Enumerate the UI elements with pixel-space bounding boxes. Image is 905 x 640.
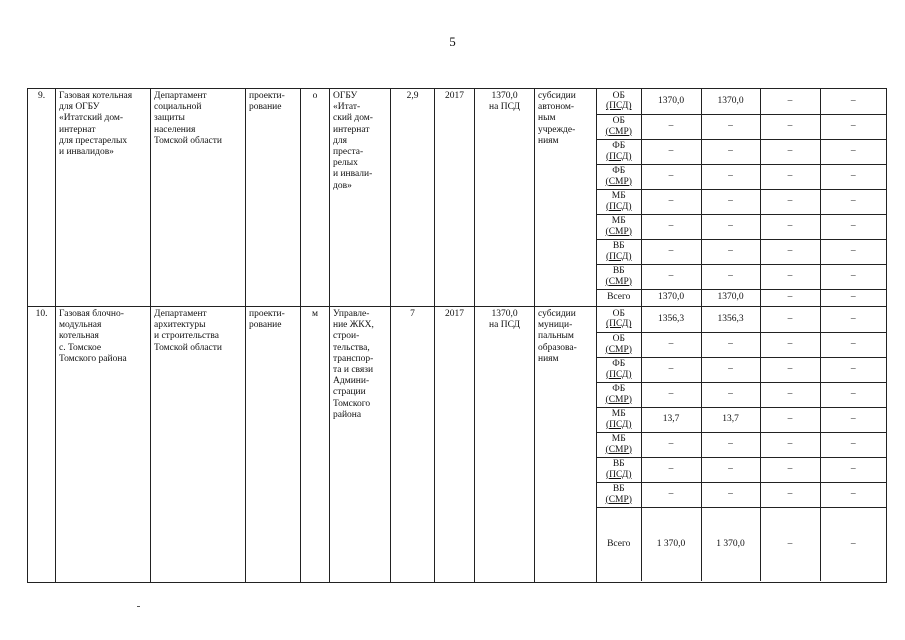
funding-value: –: [820, 457, 886, 482]
funding-value: 1356,3: [701, 307, 760, 332]
funding-value: –: [641, 189, 701, 214]
funding-row: [597, 89, 886, 114]
capacity: 2,9: [391, 89, 435, 307]
funding-table: [597, 89, 886, 306]
funding-value: –: [641, 264, 701, 289]
funding-source: ВБ (ПСД): [597, 239, 641, 264]
funding-value: –: [641, 164, 701, 189]
funding-source: ФБ (СМР): [597, 164, 641, 189]
capacity: 7: [391, 307, 435, 583]
funding-row: [597, 382, 886, 407]
funding-value: –: [701, 114, 760, 139]
funding-value: –: [820, 289, 886, 306]
funding-source: ОБ (ПСД): [597, 89, 641, 114]
funding-value: –: [820, 214, 886, 239]
funding-source: ОБ (ПСД): [597, 307, 641, 332]
funding-value: 1 370,0: [641, 507, 701, 581]
work-stage: проекти- рование: [246, 307, 301, 583]
funding-value: –: [641, 457, 701, 482]
department: Департамент социальной защиты населения Томской области: [151, 89, 246, 307]
customer: ОГБУ «Итат- ский дом- интернат для преста- релых и инвали- дов»: [330, 89, 391, 307]
funding-total-row: [597, 289, 886, 306]
funding-value: 1356,3: [641, 307, 701, 332]
facility-name: Газовая котельная для ОГБУ «Итатский дом- интернат для престарелых и инвалидов»: [56, 89, 151, 307]
funding-value: –: [701, 382, 760, 407]
funding-table: [597, 307, 886, 581]
customer: Управле- ние ЖКХ, строи- тельства, транспор- та и связи Админи- страции Томского района: [330, 307, 391, 583]
funding-value: –: [820, 332, 886, 357]
funding-value: –: [760, 407, 820, 432]
funding-value: –: [641, 214, 701, 239]
year: 2017: [435, 89, 475, 307]
funding-row: [597, 139, 886, 164]
work-stage: проекти- рование: [246, 89, 301, 307]
funding-total-row: [597, 507, 886, 581]
funding-value: –: [760, 189, 820, 214]
funding-value: –: [701, 164, 760, 189]
funding-value: –: [701, 264, 760, 289]
funding-source: МБ (СМР): [597, 432, 641, 457]
funding-value: 1 370,0: [701, 507, 760, 581]
funding-source: МБ (ПСД): [597, 407, 641, 432]
funding-value: –: [820, 189, 886, 214]
funding-value: –: [820, 89, 886, 114]
funding-value: –: [820, 482, 886, 507]
funding-source: ВБ (ПСД): [597, 457, 641, 482]
funding-value: –: [760, 164, 820, 189]
funding-value: –: [820, 357, 886, 382]
funding-value: –: [820, 407, 886, 432]
funding-value: –: [701, 357, 760, 382]
funding-row: [597, 432, 886, 457]
funding-value: –: [701, 457, 760, 482]
funding-value: –: [760, 239, 820, 264]
funding-value: –: [641, 482, 701, 507]
funding-value: –: [760, 289, 820, 306]
funding-row: [597, 114, 886, 139]
funding-row: [597, 407, 886, 432]
funding-value: –: [701, 189, 760, 214]
funding-breakdown: [597, 307, 887, 583]
funding-value: –: [760, 507, 820, 581]
funding-row: [597, 214, 886, 239]
financing-form: субсидии автоном- ным учрежде- ниям: [535, 89, 597, 307]
facility-name: Газовая блочно- модульная котельная с. Томское Томского района: [56, 307, 151, 583]
funding-value: 13,7: [641, 407, 701, 432]
funding-value: –: [760, 482, 820, 507]
funding-row: [597, 457, 886, 482]
funding-value: –: [701, 214, 760, 239]
table-row: [28, 307, 887, 583]
estimated-cost: 1370,0 на ПСД: [475, 89, 535, 307]
table-row: [28, 89, 887, 307]
funding-value: –: [760, 264, 820, 289]
funding-value: –: [820, 139, 886, 164]
funding-row: [597, 307, 886, 332]
funding-value: –: [820, 432, 886, 457]
funding-value: –: [760, 114, 820, 139]
year: 2017: [435, 307, 475, 583]
funding-value: –: [641, 382, 701, 407]
scan-speck: [137, 606, 140, 607]
funding-source: МБ (СМР): [597, 214, 641, 239]
funding-value: –: [760, 89, 820, 114]
funding-source: ОБ (СМР): [597, 332, 641, 357]
row-number: 9.: [28, 89, 56, 307]
funding-value: –: [820, 114, 886, 139]
funding-value: –: [701, 139, 760, 164]
funding-source: ФБ (ПСД): [597, 357, 641, 382]
funding-value: –: [641, 432, 701, 457]
estimated-cost: 1370,0 на ПСД: [475, 307, 535, 583]
funding-value: –: [820, 264, 886, 289]
funding-source: ФБ (ПСД): [597, 139, 641, 164]
funding-value: –: [760, 457, 820, 482]
funding-value: 1370,0: [641, 289, 701, 306]
funding-row: [597, 332, 886, 357]
funding-source: Всего: [607, 538, 631, 549]
funding-value: –: [820, 307, 886, 332]
funding-row: [597, 164, 886, 189]
funding-value: 13,7: [701, 407, 760, 432]
funding-source: МБ (ПСД): [597, 189, 641, 214]
funding-value: –: [641, 239, 701, 264]
funding-value: –: [760, 139, 820, 164]
funding-source: ФБ (СМР): [597, 382, 641, 407]
funding-breakdown: [597, 89, 887, 307]
funding-source: ВБ (СМР): [597, 482, 641, 507]
funding-value: –: [760, 214, 820, 239]
funding-source: ОБ (СМР): [597, 114, 641, 139]
funding-value: –: [760, 357, 820, 382]
funding-value: 1370,0: [701, 89, 760, 114]
funding-value: –: [641, 139, 701, 164]
funding-value: –: [760, 332, 820, 357]
funding-value: –: [641, 114, 701, 139]
funding-value: –: [701, 432, 760, 457]
funding-row: [597, 239, 886, 264]
funding-value: –: [820, 164, 886, 189]
funding-value: –: [760, 382, 820, 407]
page-number: 5: [449, 34, 456, 49]
funding-source: ВБ (СМР): [597, 264, 641, 289]
funding-value: –: [641, 332, 701, 357]
funding-value: 1370,0: [701, 289, 760, 306]
department: Департамент архитектуры и строительства Томской области: [151, 307, 246, 583]
funding-value: –: [701, 332, 760, 357]
row-number: 10.: [28, 307, 56, 583]
funding-value: –: [820, 239, 886, 264]
funding-row: [597, 482, 886, 507]
funding-value: 1370,0: [641, 89, 701, 114]
funding-value: –: [820, 382, 886, 407]
funding-value: –: [820, 507, 886, 581]
facilities-table: [27, 88, 887, 583]
funding-value: –: [641, 357, 701, 382]
funding-value: –: [760, 307, 820, 332]
funding-value: –: [760, 432, 820, 457]
financing-form: субсидии муници- пальным образова- ниям: [535, 307, 597, 583]
funding-row: [597, 264, 886, 289]
funding-row: [597, 357, 886, 382]
funding-row: [597, 189, 886, 214]
funding-value: –: [701, 482, 760, 507]
funding-value: –: [701, 239, 760, 264]
ownership-type: о: [301, 89, 330, 307]
funding-source: Всего: [607, 292, 631, 303]
ownership-type: м: [301, 307, 330, 583]
